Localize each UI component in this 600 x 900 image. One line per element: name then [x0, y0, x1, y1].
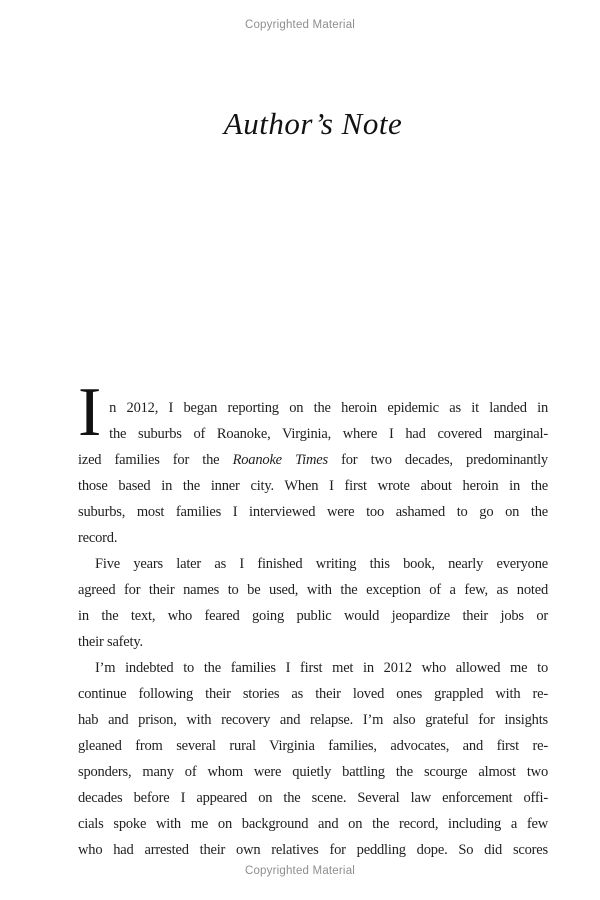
text-segment: those based in the inner city. When I first wrote about heroin in the: [78, 478, 548, 494]
text-line: [78, 811, 548, 837]
text-segment: cials spoke with me on background and on the record, including a few: [78, 816, 548, 832]
paragraph: [78, 374, 548, 551]
copyright-notice-bottom: Copyrighted Material: [244, 865, 356, 877]
text-line: [78, 499, 548, 525]
text-segment: n 2012, I began reporting on the heroin epidemic as it landed in: [109, 400, 548, 416]
text-segment: hab and prison, with recovery and relapse. I’m also grateful for insights: [78, 712, 548, 728]
text-segment: decades before I appeared on the scene. Several law enforcement offi-: [78, 790, 548, 806]
text-segment: for two decades, predominantly: [327, 452, 548, 468]
paragraph: [78, 551, 548, 655]
text-line: [78, 785, 548, 811]
text-segment: their safety.: [78, 634, 143, 650]
text-line: [78, 629, 548, 655]
text-line: [78, 603, 548, 629]
text-segment: Five years later as I finished writing this book, nearly everyone: [95, 556, 548, 572]
chapter-title: Author’s Note: [223, 106, 403, 141]
text-line: [78, 655, 548, 681]
copyright-notice-top: Copyrighted Material: [244, 19, 356, 31]
text-line: [78, 551, 548, 577]
text-segment: continue following their stories as their loved ones grappled with re-: [78, 686, 548, 702]
text-line: [78, 473, 548, 499]
text-segment: suburbs, most families I interviewed were too ashamed to go on the: [78, 504, 548, 520]
text-line: [78, 759, 548, 785]
text-segment: sponders, many of whom were quietly battling the scourge almost two: [78, 764, 548, 780]
text-line: [78, 525, 548, 551]
text-segment: I’m indebted to the families I first met in 2012 who allowed me to: [95, 660, 548, 676]
text-segment: gleaned from several rural Virginia families, advocates, and first re-: [78, 738, 548, 754]
body-text: [78, 374, 548, 863]
drop-cap: I: [78, 374, 102, 451]
text-segment: in the text, who feared going public would jeopardize their jobs or: [78, 608, 548, 624]
text-segment: record.: [78, 530, 118, 546]
text-line: [78, 681, 548, 707]
italic-text: Roanoke Times: [232, 452, 328, 468]
text-line: [78, 447, 548, 473]
text-segment: agreed for their names to be used, with the exception of a few, as noted: [78, 582, 548, 598]
text-line: [78, 421, 548, 447]
text-segment: ized families for the: [78, 452, 233, 468]
text-line: [78, 707, 548, 733]
text-segment: who had arrested their own relatives for peddling dope. So did scores: [78, 842, 548, 858]
text-line: [78, 395, 548, 421]
text-segment: the suburbs of Roanoke, Virginia, where I had covered marginal-: [109, 426, 548, 442]
text-line: [78, 837, 548, 863]
text-line: [78, 733, 548, 759]
text-line: [78, 577, 548, 603]
paragraph: [78, 655, 548, 863]
